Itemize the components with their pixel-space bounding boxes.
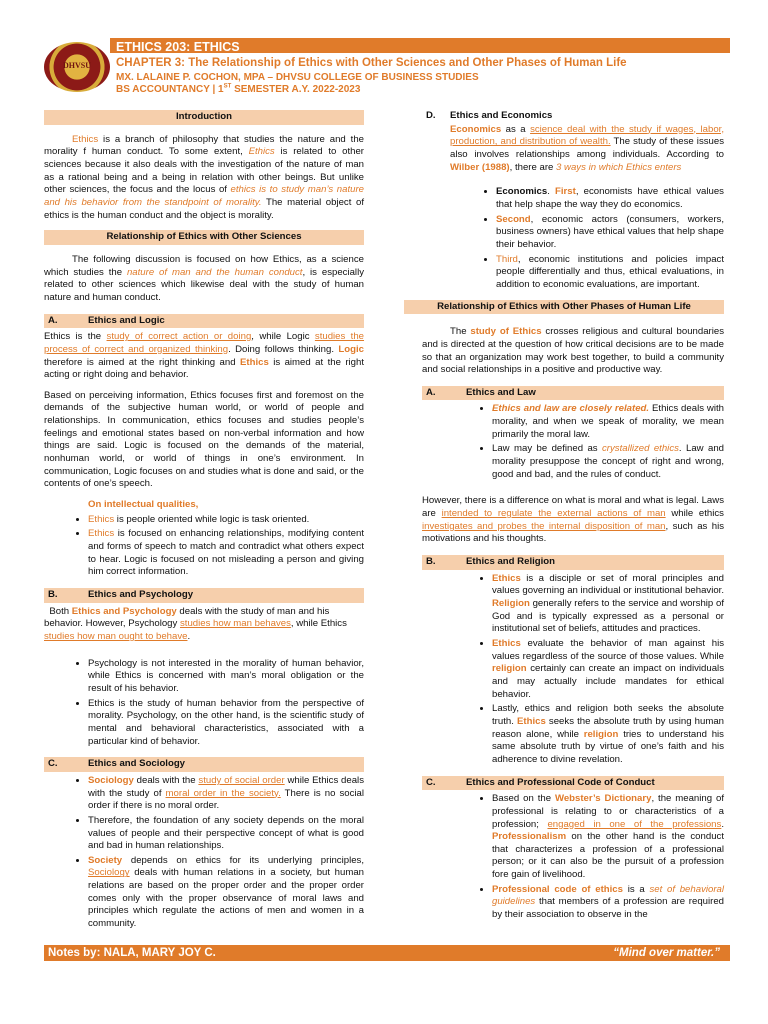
list-item: • Lastly, ethics and religion both seeks the absolute truth. Ethics seeks the absolute truth by using human reason alone, while religion tries to understand his same absolute truth by virtue of one’s faith and his adherence to divine revelation. bbox=[492, 703, 724, 766]
logic-list bbox=[44, 514, 364, 579]
list-item: • Professional code of ethics is a set of behavioral guidelines that members of a profession are required by their association to observe in the bbox=[492, 884, 724, 922]
phases-paragraph: The study of Ethics crosses religious and cultural boundaries and is directed at the question of how critical decisions are to be made so that an organization may work best together, to build a community and social relationships in a positive and productive way. bbox=[422, 326, 725, 376]
religion-heading: B. Ethics and Religion bbox=[422, 555, 724, 570]
professional-list bbox=[404, 793, 724, 922]
list-item: • Ethics is focused on enhancing relationships, modifying content and forms of speech to match and contradict what others expect to hear. Logic is focused on not misleading a person and giving him correct information. bbox=[88, 528, 364, 579]
law-heading: A. Ethics and Law bbox=[422, 386, 724, 401]
course-title: ETHICS 203: ETHICS bbox=[116, 40, 240, 54]
instructor-line: MX. LALAINE P. COCHON, MPA – DHVSU COLLEGE OF BUSINESS STUDIES bbox=[116, 72, 479, 83]
sciences-paragraph: The following discussion is focused on how Ethics, as a science which studies the nature of man and the human conduct, is especially related to other sciences which likewise deal with the study of human nature and human conduct. bbox=[44, 253, 364, 303]
list-item: • Based on the Webster’s Dictionary, the meaning of professional is relating to or characteristics of a profession; engaged in one of the professions. Professionalism on the other hand is the conduct that characterizes a profession of a professional person; or it can also be the pursuit of a profession fore gain of livelihood. bbox=[492, 793, 724, 882]
introduction-heading: Introduction bbox=[44, 110, 364, 125]
economics-paragraph: Economics as a science deal with the study if wages, labor, production, and distribution of wealth. The study of these issues also involves relationships among individuals. According to Wilber (1988), there are 3 ways in which Ethics enters bbox=[450, 123, 725, 173]
sociology-heading: C. Ethics and Sociology bbox=[44, 757, 364, 772]
list-item: • Sociology deals with the study of social order while Ethics deals with the study of moral order in the society. There is no social order if there is no moral order. bbox=[88, 775, 364, 813]
logic-paragraph-2: Based on perceiving information, Ethics focuses first and foremost on the demands of the subjective human world, or world of people and relationships. In communication, ethics focuses and studies people’s feelings and emotional states based on non-verbal information and how things are said. Logic is focused on the demands of the material, nonhuman world, or world of things in one’s environment. In communication, Logic focuses on and studies what is done and said, or the contents of one’s speech. bbox=[44, 389, 364, 490]
list-item: • Ethics evaluate the behavior of man against his values regardless of the source of those values. While religion certainly can create an impact on individuals and may actually include mandates for ethical behavior. bbox=[492, 638, 724, 701]
motto: “Mind over matter.” bbox=[613, 947, 720, 959]
introduction-paragraph: Ethics is a branch of philosophy that studies the nature and the morality f human conduct. To some extent, Ethics is related to other sciences because it also deals with the investigation of the nature of man as a rational being and a being in relation with other beings. But unlike other sciences, the focus and the locus of ethics is to study man’s nature and his behavior from the standpoint of morality. The material object of ethics is the human conduct and the object is morality. bbox=[44, 133, 364, 221]
psychology-list bbox=[44, 658, 364, 749]
logo-text: DHVSU bbox=[62, 61, 91, 70]
notes-author: Notes by: NALA, MARY JOY C. bbox=[48, 947, 216, 959]
list-item: • Law may be defined as crystallized ethics. Law and morality presuppose the concept of right and wrong, good and bad, and the rules of conduct. bbox=[492, 443, 724, 481]
list-item: • Ethics is a disciple or set of moral principles and values governing an individual or institutional behavior. Religion generally refers to the service and worship of God and is typically expressed as a personal or institutional set of beliefs, attitudes and practices. bbox=[492, 573, 724, 636]
chapter-title: CHAPTER 3: The Relationship of Ethics with Other Sciences and Other Phases of Human Life bbox=[116, 57, 627, 69]
sociology-list bbox=[44, 775, 364, 931]
logic-heading: A. Ethics and Logic bbox=[44, 314, 364, 329]
professional-code-heading: C. Ethics and Professional Code of Conduct bbox=[422, 776, 724, 791]
document-header bbox=[0, 38, 768, 98]
semester-line: BS ACCOUNTANCY | 1ST SEMESTER A.Y. 2022-2023 bbox=[116, 83, 361, 95]
list-item: • Society depends on ethics for its underlying principles, Sociology deals with human relations in a society, but human relations are based on the proper order and the proper order comes only with the proper observance of moral laws and principles which regulate the actions of men and women in a community. bbox=[88, 855, 364, 931]
list-item: • Ethics is the study of human behavior from the perspective of morality. Psychology, on the other hand, is the scientific study of mental and behavioral characteristics, associated with a particular kind of behavior. bbox=[88, 698, 364, 749]
list-item: • Psychology is not interested in the morality of human behavior, while Ethics is concerned with man’s moral obligation or the result of his behavior. bbox=[88, 658, 364, 696]
logic-paragraph-1: Ethics is the study of correct action or doing, while Logic studies the process of correct and organized thinking. Doing follows thinking. Logic therefore is aimed at the right thinking and Ethics is aimed at the right acting or right doing and behavior. bbox=[44, 331, 365, 381]
list-item: • Second, economic actors (consumers, workers, business owners) have ethical values that help shape their behavior. bbox=[496, 214, 724, 252]
list-item: • Ethics and law are closely related. Ethics deals with morality, and when we speak of morality, we mean primarily the moral law. bbox=[492, 403, 724, 441]
list-item: • Ethics is people oriented while logic is task oriented. bbox=[88, 514, 364, 527]
left-column bbox=[44, 110, 364, 937]
page-footer bbox=[44, 945, 730, 961]
economics-heading: D. Ethics and Economics bbox=[426, 110, 553, 121]
relationship-sciences-heading: Relationship of Ethics with Other Sciences bbox=[44, 230, 364, 245]
intellectual-qualities-label: On intellectual qualities, bbox=[88, 499, 199, 511]
psychology-paragraph: Both Ethics and Psychology deals with the study of man and his behavior. However, Psychology studies how man behaves, while Ethics studies how man ought to behave. bbox=[44, 605, 347, 642]
university-seal-logo bbox=[44, 42, 110, 92]
psychology-heading: B. Ethics and Psychology bbox=[44, 588, 364, 603]
right-column bbox=[404, 110, 724, 928]
list-item: • Therefore, the foundation of any society depends on the moral values of people and their perspective concept of what is good and bad in human relationships. bbox=[88, 815, 364, 853]
phases-heading: Relationship of Ethics with Other Phases of Human Life bbox=[404, 300, 724, 315]
list-item: • Economics. First, economists have ethical values that help shape the way they do economics. bbox=[496, 186, 724, 211]
law-paragraph: However, there is a difference on what is moral and what is legal. Laws are intended to regulate the external actions of man while ethics investigates and probes the internal disposition of man, such as his motivations and his thoughts. bbox=[422, 495, 724, 545]
list-item: • Third, economic institutions and policies impact people differentially and thus, ethical evaluations, in addition to economic evaluations, are important. bbox=[496, 254, 724, 292]
law-list bbox=[404, 403, 724, 481]
religion-list bbox=[404, 573, 724, 767]
economics-list bbox=[404, 186, 724, 291]
